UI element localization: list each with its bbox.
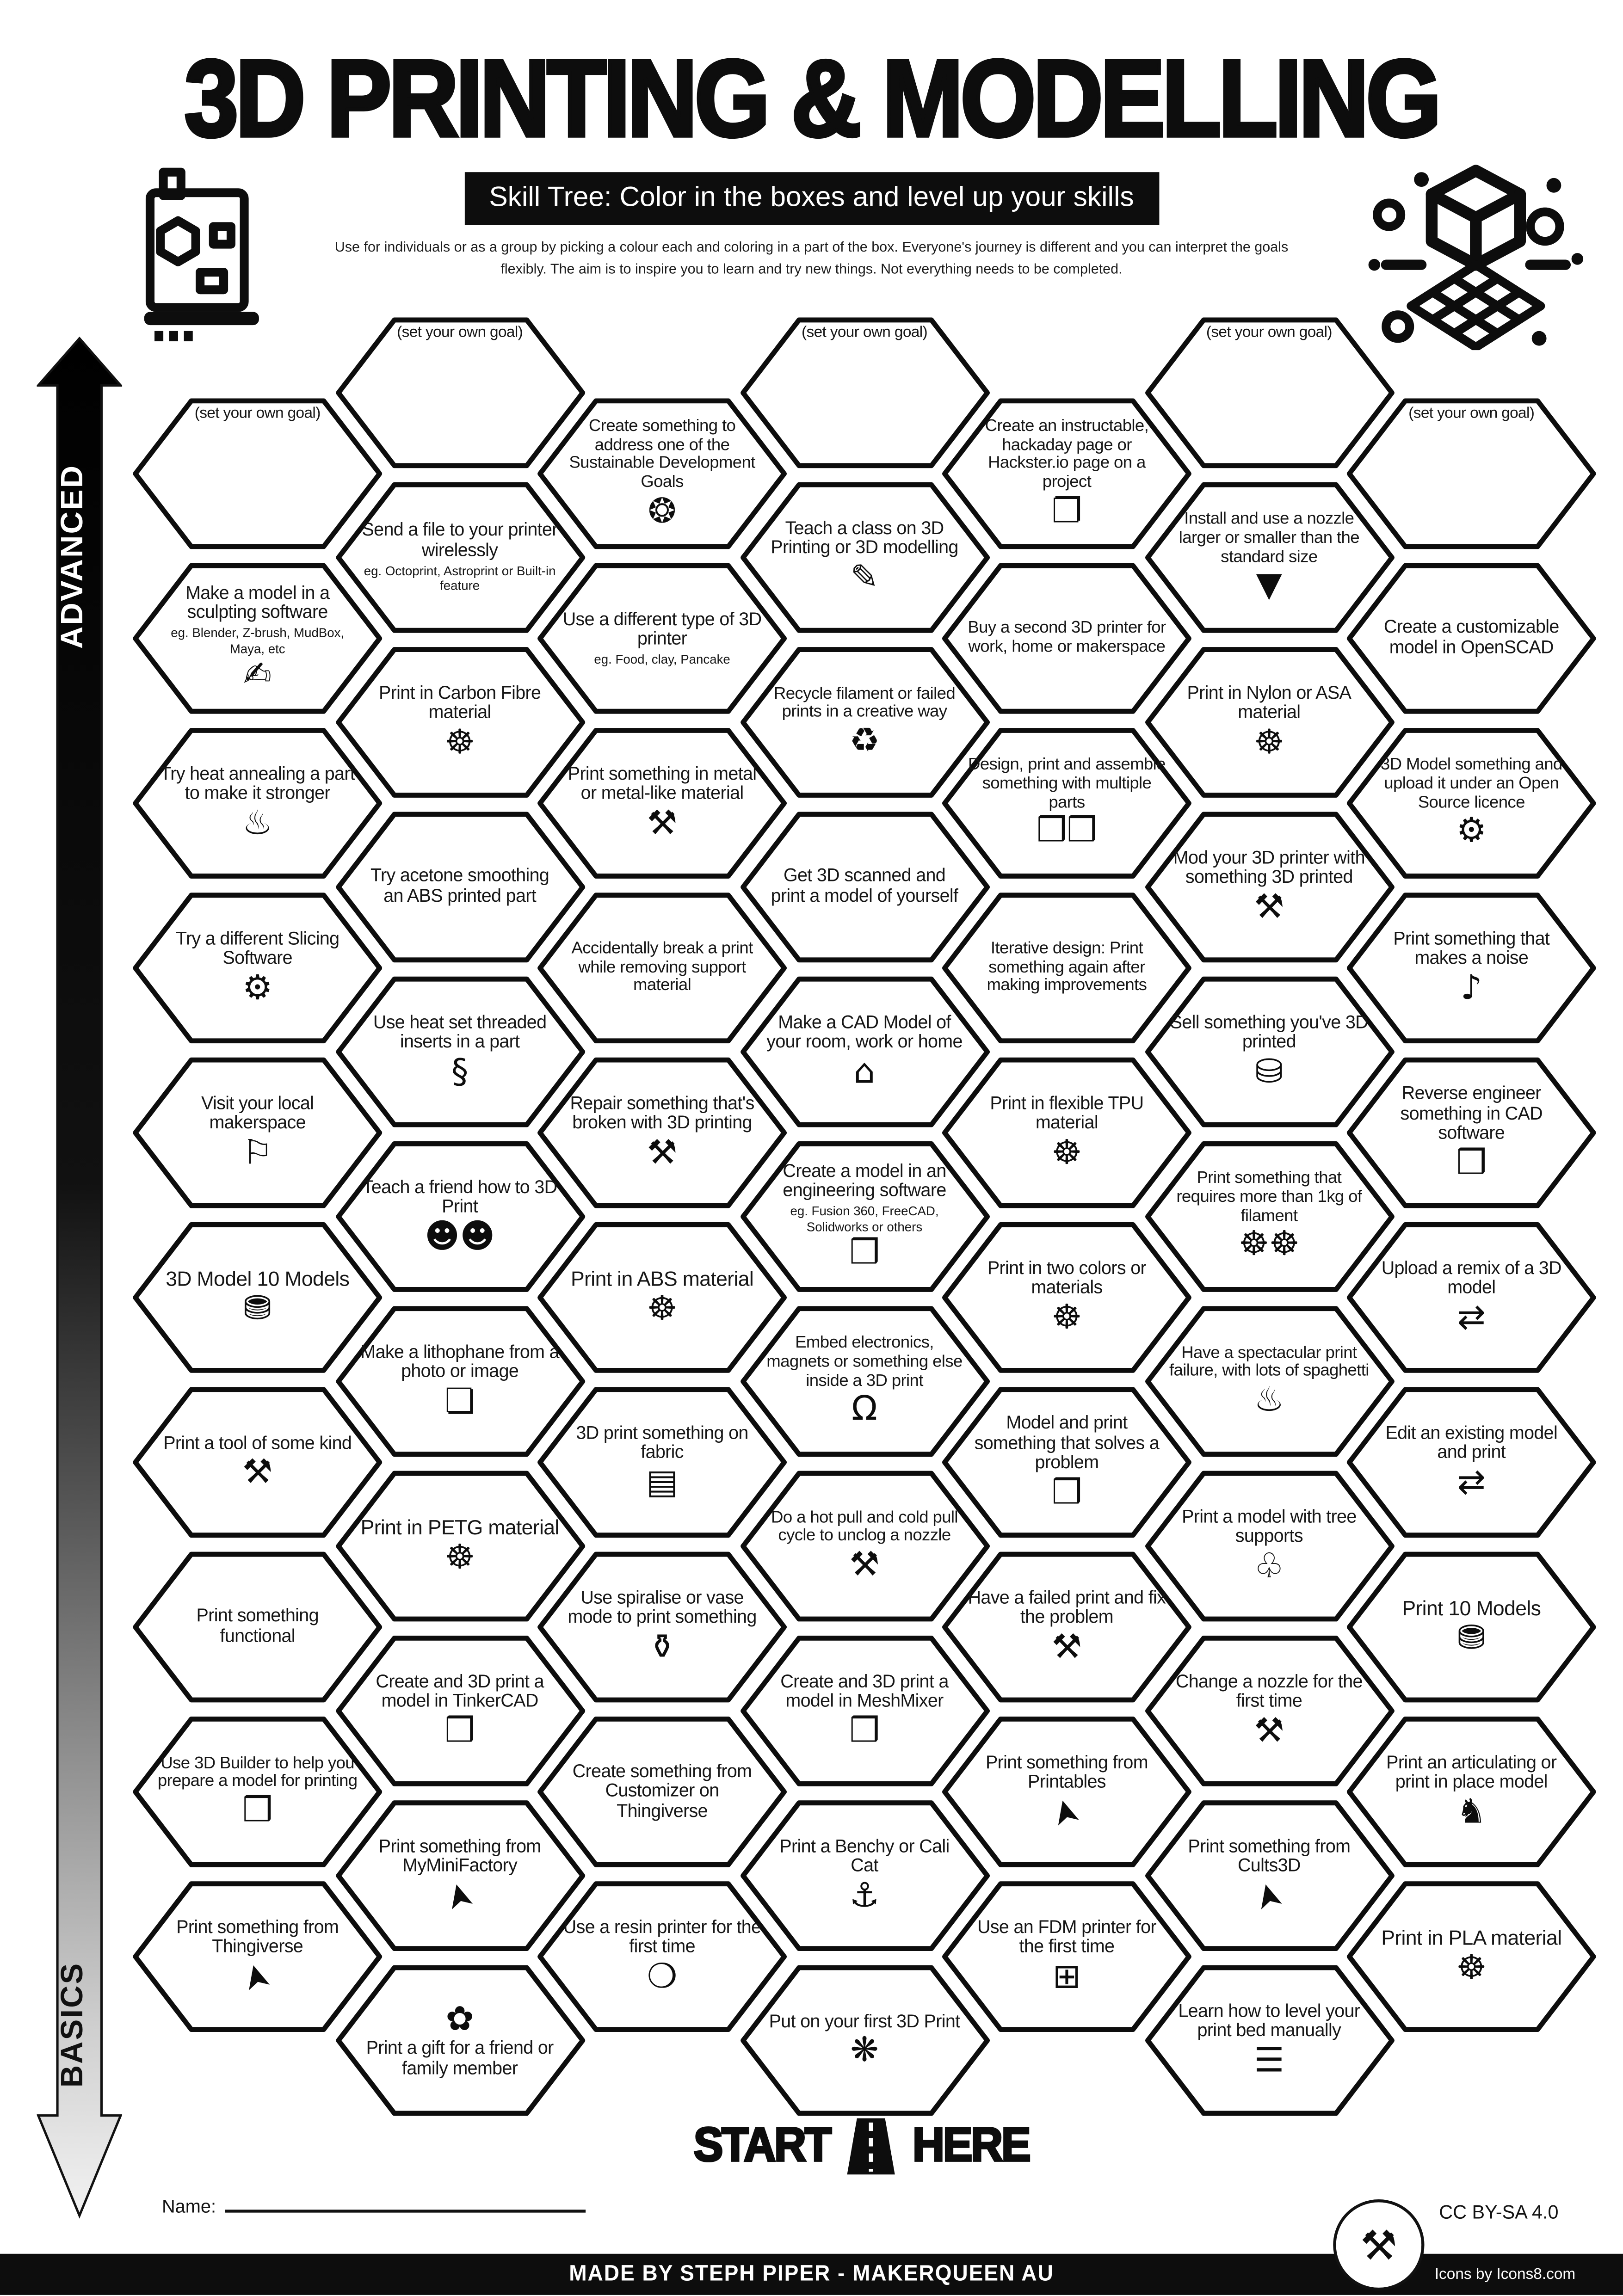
skill-label: Print something functional	[196, 1605, 319, 1646]
fdm-printer-icon: ⊞	[1052, 1958, 1081, 1997]
skill-label: Print a gift for a friend or family member	[366, 2037, 554, 2078]
skill-label: Use spiralise or vase mode to print something	[568, 1587, 757, 1628]
laptop-gear-icon: ⚙	[242, 969, 273, 1008]
hex-print-an-articulating-or-print-in-place-mo	[1346, 1715, 1597, 1868]
skill-label: Print a Benchy or Cali Cat	[779, 1835, 950, 1877]
anvil-icon: ⚒	[647, 805, 678, 843]
skill-label: Put on your first 3D Print	[769, 2010, 960, 2031]
photo-icon: ❏	[444, 1383, 475, 1422]
skill-label: Send a file to your printer wirelessly	[362, 520, 558, 561]
skill-label: Install and use a nozzle larger or smaller than the standard size	[1179, 511, 1359, 566]
cad-cube-icon: ❒	[1456, 1144, 1487, 1183]
cad-cube-icon: ❒	[444, 1712, 475, 1751]
skill-label: Recycle filament or failed prints in a creative way	[773, 685, 956, 722]
presenter-icon: ✎	[850, 559, 879, 597]
skill-label: Embed electronics, magnets or something else inside a 3D print	[766, 1335, 963, 1390]
cursor-icon: ➤	[1247, 1877, 1291, 1915]
tools-icon: ⚒	[1254, 888, 1284, 927]
skill-label: Do a hot pull and cold pull cycle to unclog a nozzle	[771, 1509, 958, 1545]
skill-label: 3D Model 10 Models	[166, 1266, 350, 1290]
intro-text: Use for individuals or as a group by picking a colour each and coloring in a part of the box. Everyone's journey is different and you can interpret the goals flexibly. The aim is to inspire you to learn and try new things. Not everything needs to be completed.	[334, 240, 1289, 278]
skill-label: Edit an existing model and print	[1385, 1422, 1558, 1463]
skill-sub-label: eg. Food, clay, Pancake	[594, 652, 730, 666]
hex-set-your-own-goal	[1346, 397, 1597, 550]
skill-label: Learn how to level your print bed manually	[1178, 2000, 1360, 2041]
repair-tools-icon: ⚒	[647, 1134, 678, 1173]
skill-label: Create and 3D print a model in TinkerCAD	[376, 1671, 544, 1712]
filament-spool-icon: ☸	[1254, 724, 1284, 763]
skill-sub-label: eg. Blender, Z-brush, MudBox, Maya, etc	[171, 625, 345, 656]
house-icon: ⌂	[853, 1053, 876, 1092]
skill-label: Get 3D scanned and print a model of yourself	[771, 865, 958, 906]
goal-label: (set your own goal)	[194, 404, 321, 423]
skill-label: Model and print something that solves a problem	[974, 1412, 1160, 1473]
skill-label: Print in PETG material	[360, 1514, 559, 1539]
name-label: Name:	[161, 2196, 216, 2217]
svg-text:⚒: ⚒	[1360, 2222, 1397, 2270]
license-label: CC BY-SA 4.0	[1439, 2201, 1559, 2223]
tools-icon: ⚒	[242, 1453, 273, 1492]
dragon-icon: ♞	[1456, 1793, 1487, 1832]
skill-label: Repair something that's broken with 3D printing	[570, 1093, 754, 1133]
skill-label: Print in two colors or materials	[987, 1257, 1146, 1299]
skill-label: Try a different Slicing Software	[175, 928, 339, 969]
gift-bow-icon: ✿	[445, 2000, 474, 2039]
whistle-icon: ♪	[1460, 969, 1482, 1008]
goal-label: (set your own goal)	[1206, 323, 1332, 342]
filament-spool-icon: ☸	[444, 724, 475, 763]
goal-label: (set your own goal)	[802, 323, 928, 342]
skill-label: Create something from Customizer on Thingiverse	[572, 1760, 752, 1821]
multi-cubes-icon: ❒❒	[1036, 813, 1098, 851]
cursor-icon: ➤	[235, 1958, 280, 1996]
resin-droplet-icon: ❍	[647, 1958, 678, 1997]
skill-label: Teach a friend how to 3D Print	[362, 1176, 557, 1218]
party-popper-icon: ❋	[850, 2032, 879, 2070]
filament-spool-icon: ☸	[647, 1290, 678, 1329]
recycle-icon: ♻	[849, 722, 880, 761]
skill-label: Have a spectacular print failure, with lots of spaghetti	[1169, 1344, 1369, 1381]
skill-label: Sell something you've 3D printed	[1170, 1012, 1369, 1053]
skill-label: Print something in metal or metal-like material	[568, 763, 757, 804]
skill-label: 3D Model something and upload it under an Open Source licence	[1380, 757, 1562, 812]
advanced-label: ADVANCED	[56, 464, 90, 649]
skill-label: Create something to address one of the Sustainable Development Goals	[569, 418, 755, 492]
vase-icon: ⚱	[648, 1628, 677, 1667]
skill-sub-label: eg. Fusion 360, FreeCAD, Solidworks or others	[790, 1203, 939, 1234]
start-label: START	[693, 2119, 830, 2172]
filament-spool-icon: ☸	[444, 1539, 475, 1577]
name-input-line[interactable]	[225, 2192, 585, 2213]
skill-label: Print a tool of some kind	[163, 1432, 352, 1453]
skill-label: 3D print something on fabric	[576, 1422, 748, 1463]
spaghetti-bowl-icon: ♨	[1254, 1381, 1284, 1420]
made-by-label: MADE BY STEPH PIPER - MAKERQUEEN AU	[569, 2262, 1054, 2287]
remix-arrows-icon: ⇄	[1457, 1299, 1486, 1338]
skill-label: Create an instructable, hackaday page or Hackster.io page on a project	[985, 418, 1149, 492]
skill-label: Print a model with tree supports	[1182, 1506, 1357, 1547]
skill-label: Use a different type of 3D printer	[562, 608, 762, 649]
skill-label: Print an articulating or print in place model	[1386, 1752, 1557, 1793]
skill-label: Buy a second 3D printer for work, home or makerspace	[968, 620, 1166, 656]
page-title: 3D PRINTING & MODELLING	[184, 37, 1439, 159]
cursor-icon: ➤	[1044, 1794, 1089, 1832]
tools-icon: ⚒	[849, 1546, 880, 1585]
skill-label: Use heat set threaded inserts in a part	[373, 1012, 547, 1053]
skill-label: Make a CAD Model of your room, work or home	[766, 1012, 963, 1053]
hex-reverse-engineer-something-in-cad-software	[1346, 1056, 1597, 1209]
skill-label: Create and 3D print a model in MeshMixer	[780, 1671, 949, 1712]
skill-label: Have a failed print and fix the problem	[968, 1587, 1166, 1628]
skill-label: Try acetone smoothing an ABS printed part	[370, 865, 549, 906]
skill-label: Print in Nylon or ASA material	[1187, 682, 1351, 723]
skill-label: Teach a class on 3D Printing or 3D modelling	[771, 517, 958, 559]
skill-label: Print in Carbon Fibre material	[378, 682, 541, 723]
skill-label: Print in ABS material	[571, 1266, 754, 1290]
skill-label: Reverse engineer something in CAD software	[1400, 1083, 1543, 1144]
birthday-cake-icon: ⛃	[1457, 1620, 1486, 1658]
ruler-icon: ☰	[1254, 2042, 1284, 2081]
road-icon	[845, 2116, 898, 2178]
two-friends-icon: ☻☻	[424, 1218, 495, 1257]
skill-label: Print something from MyMiniFactory	[378, 1835, 541, 1877]
start-here	[694, 2116, 1030, 2178]
hex-edit-an-existing-model-and-print	[1346, 1386, 1597, 1539]
skill-label: Try heat annealing a part to make it stronger	[160, 763, 355, 804]
sdg-wheel-icon: ❂	[648, 492, 677, 531]
skill-label: Mod your 3D printer with something 3D printed	[1173, 847, 1365, 888]
skill-sub-label: eg. Octoprint, Astroprint or Built-in feature	[364, 563, 556, 593]
skill-label: Print in flexible TPU material	[990, 1093, 1144, 1133]
thermometer-up-icon: ♨	[242, 805, 273, 843]
cad-cube-icon: ❒	[1051, 1474, 1082, 1513]
money-bag-icon: ⛁	[1255, 1053, 1284, 1092]
skill-label: Upload a remix of a 3D model	[1381, 1257, 1561, 1299]
hex-upload-a-remix-of-a-3d-model	[1346, 1221, 1597, 1374]
hex-print-something-that-makes-a-noise	[1346, 892, 1597, 1045]
hex-print-in-pla-material	[1346, 1880, 1597, 2033]
skill-label: Use a resin printer for the first time	[563, 1916, 761, 1957]
open-source-gear-icon: ⚙	[1456, 813, 1487, 851]
icons-credit-label: Icons by Icons8.com	[1434, 2265, 1576, 2284]
basics-label: BASICS	[56, 1961, 90, 2087]
here-label: HERE	[913, 2119, 1030, 2172]
cube-grid-icon	[1365, 162, 1586, 350]
filament-spool-icon: ☸	[1051, 1299, 1082, 1338]
skill-label: Print something from Printables	[985, 1752, 1148, 1793]
tree-icon: ♧	[1254, 1547, 1284, 1586]
skill-label: Use 3D Builder to help you prepare a model for printing	[157, 1754, 358, 1791]
goal-label: (set your own goal)	[397, 323, 523, 342]
remix-arrows-icon: ⇄	[1457, 1464, 1486, 1502]
skill-label: Use an FDM printer for the first time	[977, 1916, 1156, 1957]
makerqueen-logo	[1332, 2198, 1426, 2292]
tools-icon: ⚒	[1254, 1712, 1284, 1751]
hex-print-10-models	[1346, 1551, 1597, 1704]
skill-label: Print in PLA material	[1381, 1925, 1562, 1949]
screw-icon: §	[451, 1053, 469, 1092]
fabric-icon: ▤	[646, 1464, 679, 1502]
skill-label: Change a nozzle for the first time	[1175, 1671, 1363, 1712]
3d-printer-icon	[140, 168, 278, 347]
skill-label: Print something that requires more than 1kg of filament	[1176, 1170, 1362, 1225]
skill-label: Make a model in a sculpting software	[185, 582, 330, 623]
document-icon: ❐	[1051, 492, 1082, 531]
skill-label: Print something that makes a noise	[1393, 928, 1550, 969]
skill-label: Create a customizable model in OpenSCAD	[1383, 617, 1559, 658]
skill-label: Iterative design: Print something again after making improvements	[987, 940, 1147, 995]
filament-spool-icon: ☸	[1051, 1134, 1082, 1173]
skill-label: Design, print and assemble something with multiple parts	[968, 757, 1166, 812]
skill-label: Accidentally break a print while removing support material	[571, 940, 753, 995]
location-pin-icon: ⚐	[242, 1134, 273, 1173]
cursor-icon: ➤	[438, 1877, 482, 1915]
subtitle-banner: Skill Tree: Color in the boxes and level up your skills	[464, 172, 1159, 225]
sculpture-statue-icon: ✍	[243, 656, 272, 695]
name-row	[162, 2192, 586, 2217]
tools-icon: ⚒	[1051, 1628, 1082, 1667]
skill-label: Create a model in an engineering software	[783, 1160, 946, 1201]
led-icon: Ω	[852, 1391, 877, 1429]
skill-label: Print something from Thingiverse	[176, 1916, 339, 1957]
skill-label: Print something from Cults3D	[1188, 1835, 1351, 1877]
cad-cube-icon: ❒	[849, 1234, 880, 1273]
filament-spool-icon: ☸	[1456, 1949, 1487, 1988]
skill-label: Print 10 Models	[1402, 1595, 1541, 1619]
skill-label: Make a lithophane from a photo or image	[360, 1341, 559, 1382]
cad-cube-icon: ❒	[849, 1712, 880, 1751]
3d-builder-icon: ❒	[242, 1792, 273, 1830]
double-spool-icon: ☸☸	[1239, 1226, 1300, 1264]
skill-label: Visit your local makerspace	[201, 1093, 314, 1133]
goal-label: (set your own goal)	[1408, 404, 1535, 423]
hex-3d-model-something-and-upload-it-under-an-	[1346, 727, 1597, 880]
nozzle-icon: ▼	[1256, 567, 1283, 605]
hex-create-a-customizable-model-in-openscad	[1346, 562, 1597, 715]
birthday-cake-icon: ⛃	[243, 1290, 272, 1329]
benchy-boat-icon: ⚓	[849, 1877, 880, 1916]
